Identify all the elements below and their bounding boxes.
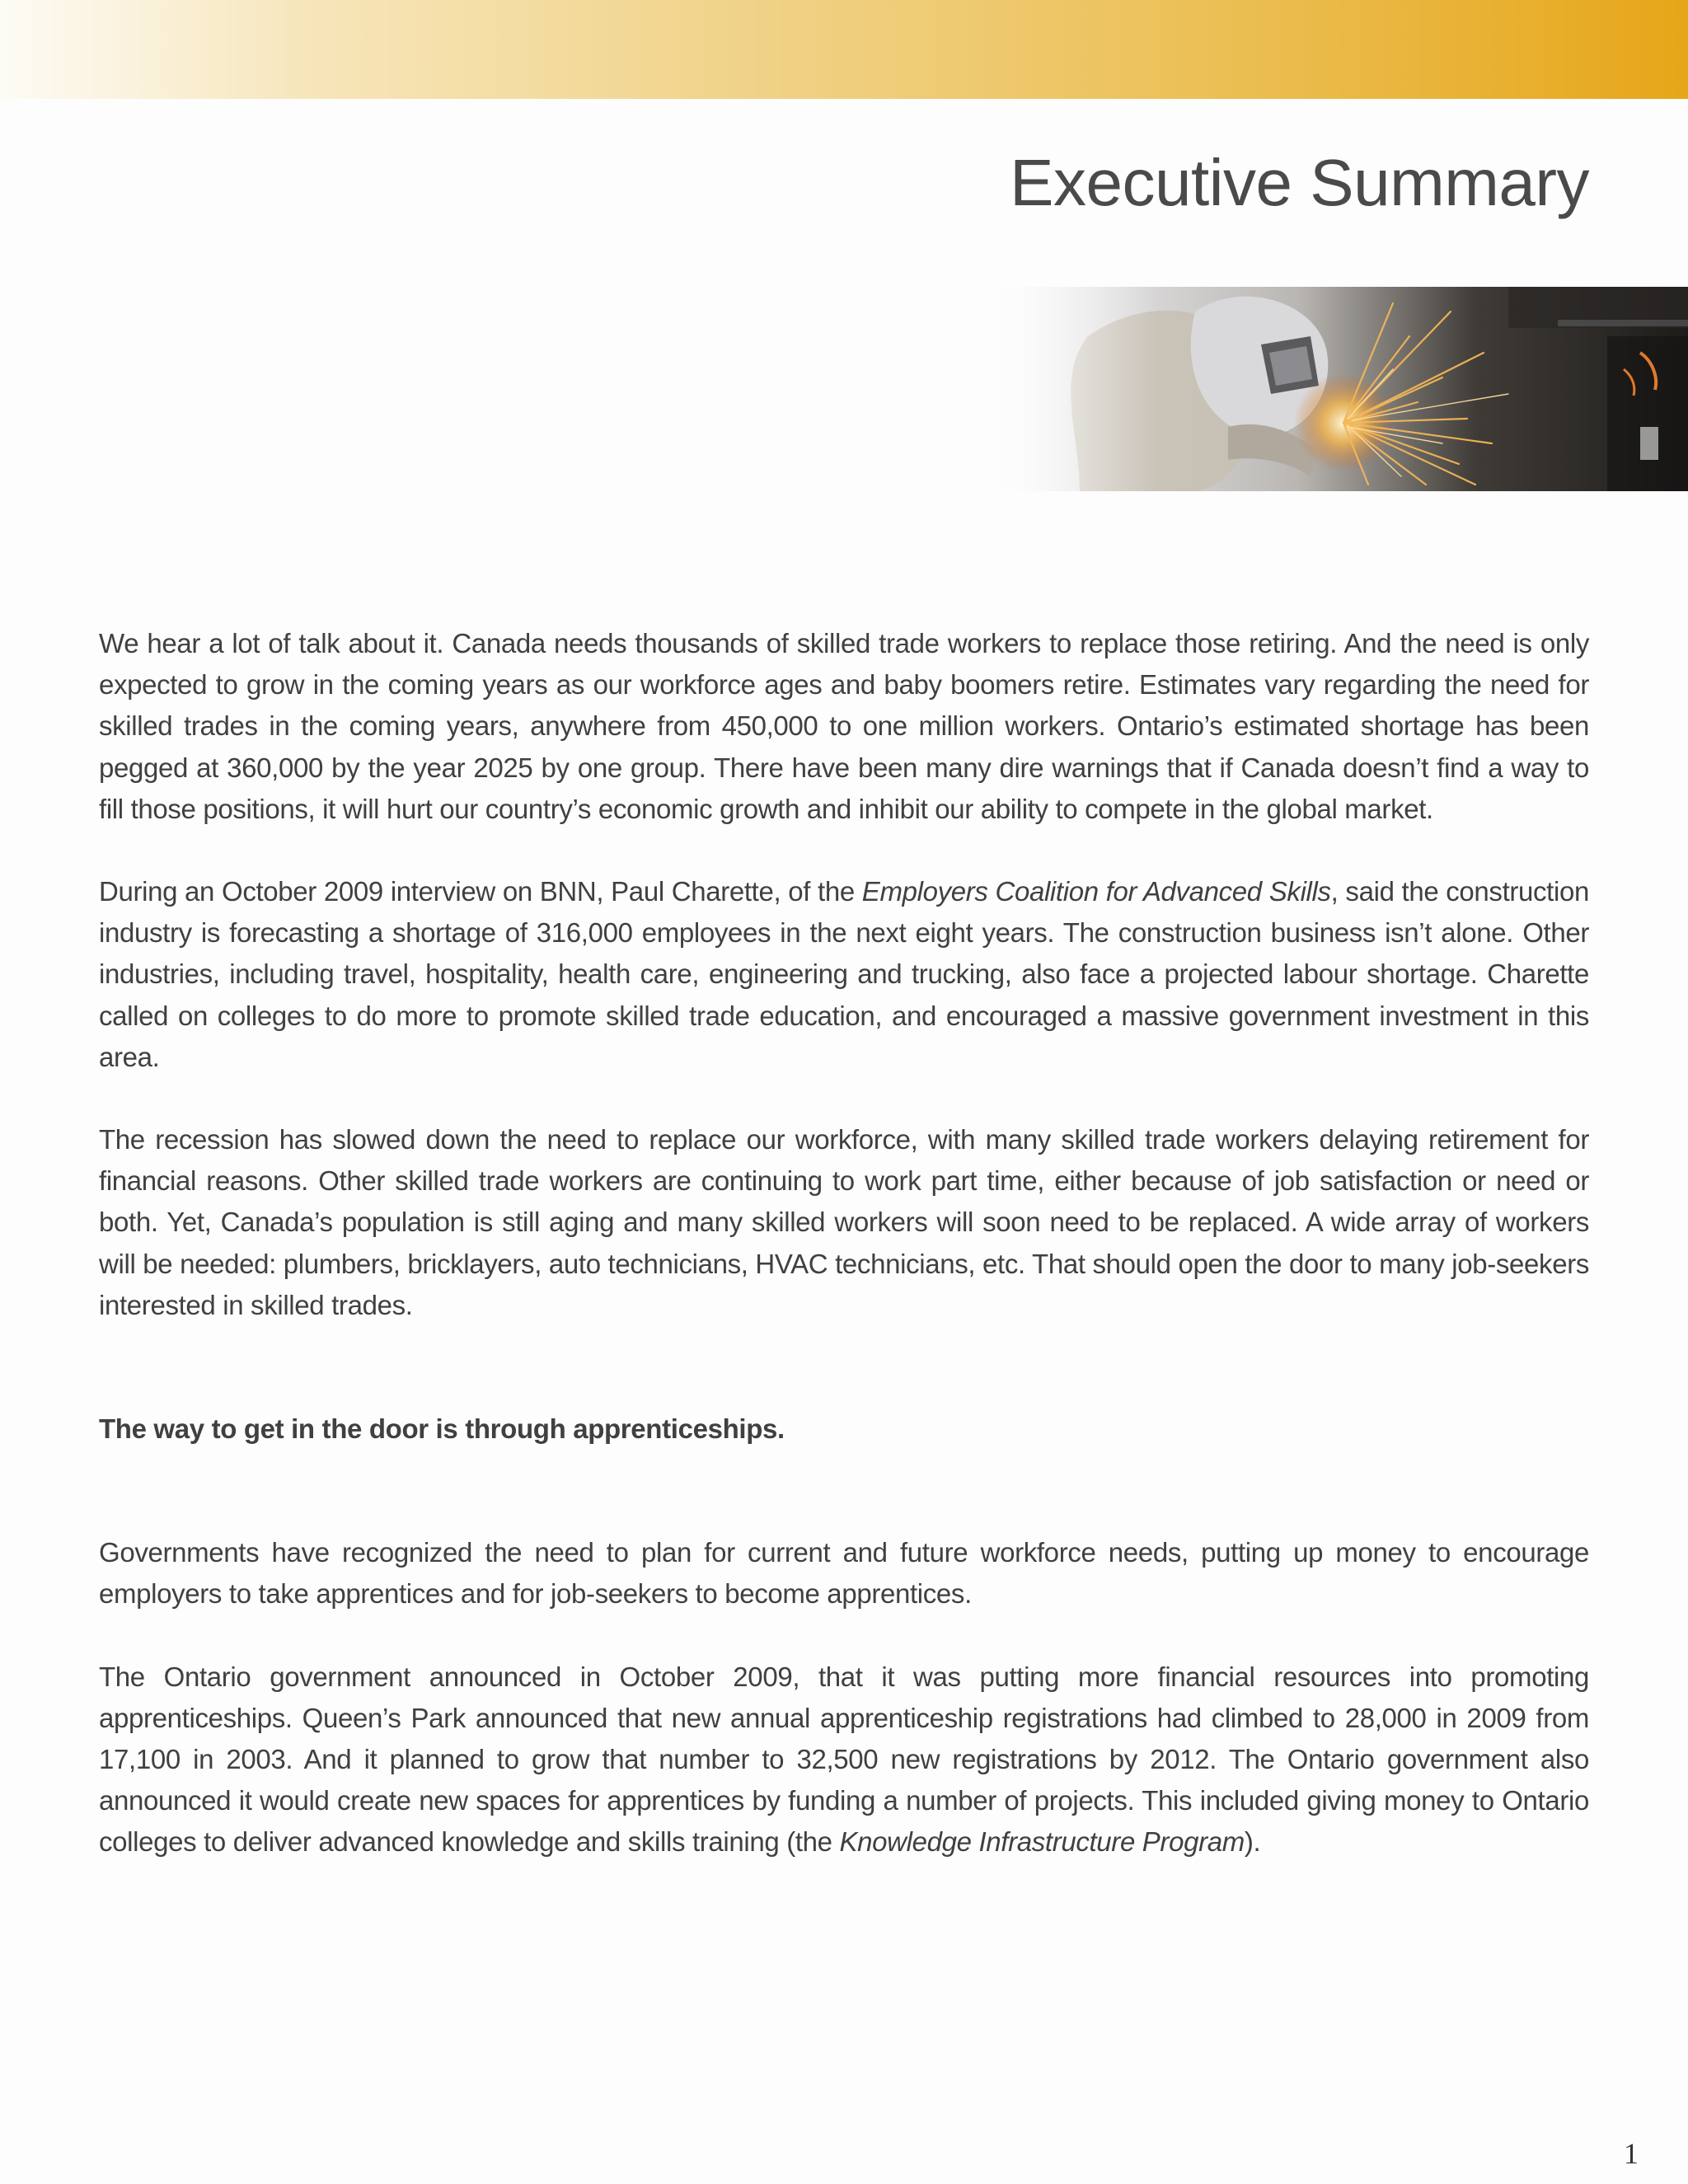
body-text — [99, 623, 1589, 1905]
italic-organization-name: Employers Coalition for Advanced Skills — [861, 876, 1331, 907]
welder-photo — [981, 287, 1688, 491]
paragraph: The recession has slowed down the need to replace our workforce, with many skilled trade workers delaying retirement for financial reasons. Other skilled trade workers are continuing to work part time, either because of job satisfaction or need or both. Yet, Canada’s population is still aging and many skilled workers will soon need to be replaced. A wide array of workers will be needed: plumbers, bricklayers, auto technicians, HVAC technicians, etc. That should open the door to many job-seekers interested in skilled trades. — [99, 1124, 1589, 1320]
welder-sparks-icon — [981, 287, 1688, 491]
paragraph: We hear a lot of talk about it. Canada needs thousands of skilled trade workers to replace those retiring. And the need is only expected to grow in the coming years as our workforce ages and baby boomers retire. Estimates vary regarding the need for skilled trades in the coming years, anywhere from 450,000 to one million workers. Ontario’s estimated shortage has been pegged at 360,000 by the year 2025 by one group. There have been many dire warnings that if Canada doesn’t find a way to fill those positions, it will hurt our country’s economic growth and inhibit our ability to compete in the global market. — [99, 628, 1589, 824]
paragraph-text: The Ontario government announced in October 2009, that it was putting more financial resources into promoting apprenticeships. Queen’s Park announced that new annual apprenticeship registrations had climbed to 28,000 in 2009 from 17,100 in 2003. And it planned to grow that number to 32,500 new registrations by 2012. The Ontario government also announced it would create new spaces for apprentices by funding a number of projects. This included giving money to Ontario colleges to deliver advanced knowledge and skills training (the — [99, 1661, 1589, 1858]
page-title: Executive Summary — [1010, 146, 1589, 219]
paragraph — [99, 871, 1589, 1078]
paragraph: Governments have recognized the need to plan for current and future workforce needs, putting up money to encourage employers to take apprentices and for job-seekers to become apprentices. — [99, 1537, 1589, 1610]
paragraph-text: During an October 2009 interview on BNN, Paul Charette, of the — [99, 876, 862, 907]
italic-program-name: Knowledge Infrastructure Program — [839, 1826, 1245, 1858]
paragraph-text: , said the construction industry is forecasting a shortage of 316,000 employees in the next eight years. The construction business isn’t alone. Other industries, including travel, hospitality, health care, engineering and trucking, also face a projected labour shortage. Charette called on colleges to do more to promote skilled trade education, and encouraged a massive government investment in this area. — [99, 876, 1589, 1072]
bold-callout: The way to get in the door is through apprenticeships. — [99, 1413, 785, 1445]
header-color-band — [0, 0, 1688, 99]
page-number: 1 — [1624, 2137, 1639, 2170]
paragraph — [99, 1657, 1589, 1863]
paragraph-text: ). — [1244, 1826, 1261, 1858]
